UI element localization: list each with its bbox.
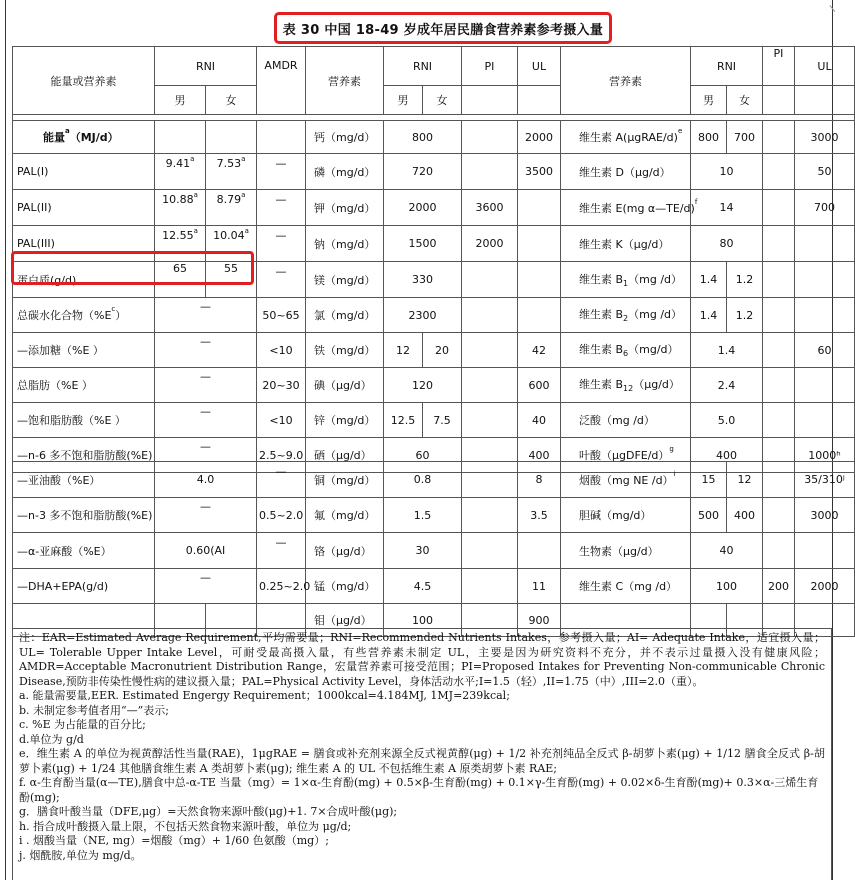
rni-male xyxy=(155,121,206,154)
vitamin-label: 维生素 $B_6(mg/d)$ xyxy=(561,333,691,368)
vitamin-label: 维生素 K（μg/d） xyxy=(561,226,691,262)
ul-value: 700 xyxy=(795,190,855,226)
rni-value: 40 xyxy=(691,533,763,569)
rni-value: 4.0 xyxy=(155,462,257,498)
ul-value: 3.5 xyxy=(518,498,561,533)
pi-value xyxy=(462,298,518,333)
pi-value xyxy=(462,154,518,190)
protein-row-highlight xyxy=(11,251,254,285)
row-label: —饱和脂肪酸（%E ） xyxy=(13,403,155,438)
row-label: PAL(III) xyxy=(13,226,155,262)
mineral-label: 氯（mg/d） xyxy=(306,298,384,333)
rni-value: 10 xyxy=(691,154,763,190)
amdr-value: — xyxy=(257,462,306,498)
table-row xyxy=(13,533,855,569)
mineral-label: 铁（mg/d） xyxy=(306,333,384,368)
ul-value: 42 xyxy=(518,333,561,368)
ul-value: 11 xyxy=(518,569,561,604)
rni-male: 9.41$^a$ xyxy=(155,154,206,190)
rni-value: 30 xyxy=(384,533,462,569)
vitamin-label: 维生素 $B_2(mg$ /d） xyxy=(561,298,691,333)
header-nutrient: 营养素 xyxy=(306,47,384,115)
pi-value xyxy=(763,190,795,226)
rni-value: 1.4 xyxy=(691,333,763,368)
header-pi: PI xyxy=(462,47,518,86)
rni-female: 1.2 xyxy=(727,262,763,298)
pi-value xyxy=(763,226,795,262)
mineral-label: 钙（mg/d） xyxy=(306,121,384,154)
rni-male: 15 xyxy=(691,462,727,498)
row-label: —n-6 多不饱和脂肪酸(%E) xyxy=(13,438,155,473)
note-b: b. 未制定参考值者用“—”表示; xyxy=(19,703,169,717)
vitamin-label: 胆碱（mg/d） xyxy=(561,498,691,533)
pi-value xyxy=(462,462,518,498)
rni-value: 0.60(AI xyxy=(155,533,257,569)
note-f: f. α-生育酚当量(α—TE),膳食中总-α-TE 当量（mg）= 1×α-生育酚(mg) + 0.5×β-生育酚(mg) + 0.1×γ-生育酚(mg) + 0.02×δ-生育酚(mg)+ 0.3×α-三烯生育酚(mg); xyxy=(19,776,819,804)
vitamin-label: 维生素 A(μgRAE/d)$^e$ xyxy=(561,121,691,154)
mineral-label: 磷（mg/d） xyxy=(306,154,384,190)
header-male: 男 xyxy=(691,86,727,115)
amdr-value xyxy=(257,121,306,154)
rni-value: 2000 xyxy=(384,190,462,226)
pi-value xyxy=(462,121,518,154)
pi-value xyxy=(763,498,795,533)
vitamin-label: 维生素 D（μg/d） xyxy=(561,154,691,190)
amdr-value: 0.5~2.0 xyxy=(257,498,306,533)
header-female: 女 xyxy=(206,86,257,115)
rni-value: 330 xyxy=(384,262,462,298)
vitamin-label: 烟酸（mg NE /d）$^i$ xyxy=(561,462,691,498)
pi-value xyxy=(763,333,795,368)
note-g: g．膳食叶酸当量（DFE,μg）=天然食物来源叶酸(μg)+1. 7×合成叶酸(μg); xyxy=(19,805,398,818)
ul-value xyxy=(795,226,855,262)
header-amdr: AMDR xyxy=(257,47,306,115)
table-row xyxy=(13,498,855,533)
ul-value: 8 xyxy=(518,462,561,498)
ul-value: 400 xyxy=(518,438,561,473)
ul-value: 40 xyxy=(518,403,561,438)
note-j: j. 烟酰胺,单位为 mg/d。 xyxy=(19,848,142,862)
ul-value: 600 xyxy=(518,368,561,403)
rni-male: 800 xyxy=(691,121,727,154)
vitamin-label: 维生素 C（mg /d） xyxy=(561,569,691,604)
amdr-value: 20~30 xyxy=(257,368,306,403)
header-ul: UL xyxy=(795,47,855,86)
pi-value xyxy=(462,333,518,368)
pi-value xyxy=(462,569,518,604)
ul-value: 50 xyxy=(795,154,855,190)
header-ul: UL xyxy=(518,47,561,86)
amdr-value: — xyxy=(257,226,306,262)
table-row xyxy=(13,368,855,403)
mineral-label: 钾（mg/d） xyxy=(306,190,384,226)
amdr-value: <10 xyxy=(257,403,306,438)
ul-value xyxy=(518,533,561,569)
mineral-label: 锌（mg/d） xyxy=(306,403,384,438)
header-pi: PI xyxy=(763,47,795,86)
pi-value xyxy=(462,533,518,569)
header-male: 男 xyxy=(155,86,206,115)
mineral-label: 锰（mg/d） xyxy=(306,569,384,604)
row-label: 蛋白质(g/d) xyxy=(13,262,155,298)
rni-value: 800 xyxy=(384,121,462,154)
amdr-value: — xyxy=(257,154,306,190)
row-label: 总碳水化合物$(\%E^c)$ xyxy=(13,298,155,333)
rni-value: 100 xyxy=(384,604,462,637)
rni-male: 65 xyxy=(155,262,206,298)
header-female: 女 xyxy=(423,86,462,115)
header-rni: RNI xyxy=(155,47,257,86)
table-row xyxy=(13,333,855,368)
ul-value: 3000 xyxy=(795,121,855,154)
amdr-value: — xyxy=(257,190,306,226)
ul-value xyxy=(518,262,561,298)
amdr-value: <10 xyxy=(257,333,306,368)
rni-female xyxy=(206,121,257,154)
table-title xyxy=(274,12,612,44)
rni-value: 4.5 xyxy=(384,569,462,604)
pi-value xyxy=(763,533,795,569)
rni-female: 12 xyxy=(727,462,763,498)
rni-male: 500 xyxy=(691,498,727,533)
ul-value xyxy=(518,298,561,333)
amdr-value: 2.5~9.0 xyxy=(257,438,306,473)
header-rni: RNI xyxy=(384,47,462,86)
rni-value: 720 xyxy=(384,154,462,190)
rni-value: 80 xyxy=(691,226,763,262)
pi-value xyxy=(763,368,795,403)
amdr-value: — xyxy=(257,533,306,569)
table-row xyxy=(13,121,855,154)
rni-value: 2.4 xyxy=(691,368,763,403)
rni-value: — xyxy=(155,333,257,368)
ul-value xyxy=(795,368,855,403)
table-row xyxy=(13,190,855,226)
table-title-text: 表 30 中国 18-49 岁成年居民膳食营养素参考摄入量 xyxy=(282,22,604,38)
rni-female: 10.04$^a$ xyxy=(206,226,257,262)
mineral-label: 钼（μg/d） xyxy=(306,604,384,637)
ul-value xyxy=(518,190,561,226)
rni-female: 1.2 xyxy=(727,298,763,333)
pi-value xyxy=(763,403,795,438)
pi-value xyxy=(763,154,795,190)
rni-value: 1500 xyxy=(384,226,462,262)
vitamin-label: 叶酸（μgDFE/d）$^g$ xyxy=(561,438,691,473)
pi-value: 3600 xyxy=(462,190,518,226)
rni-female: 400 xyxy=(727,498,763,533)
mineral-label: 氟（mg/d） xyxy=(306,498,384,533)
mineral-label: 铬（μg/d） xyxy=(306,533,384,569)
pi-value xyxy=(462,368,518,403)
note-h: h. 指合成叶酸摄入量上限，不包括天然食物来源叶酸，单位为 μg/d; xyxy=(19,819,352,833)
vitamin-label: 泛酸（mg /d） xyxy=(561,403,691,438)
rni-value: 60 xyxy=(384,438,462,473)
amdr-value: — xyxy=(257,262,306,298)
header-male: 男 xyxy=(384,86,423,115)
rni-male: 10.88$^a$ xyxy=(155,190,206,226)
pi-value xyxy=(763,262,795,298)
row-label: —DHA+EPA(g/d) xyxy=(13,569,155,604)
rni-value: — xyxy=(155,403,257,438)
vitamin-label: 维生素 E(mg α—TE/d)$^f$ xyxy=(561,190,691,226)
row-label: —n-3 多不饱和脂肪酸(%E) xyxy=(13,498,155,533)
rni-male: 12.5 xyxy=(384,403,423,438)
rni-male: 1.4 xyxy=(691,262,727,298)
ul-value: 2000 xyxy=(518,121,561,154)
rni-female: 7.53$^a$ xyxy=(206,154,257,190)
rni-value: 100 xyxy=(691,569,763,604)
mineral-label: 铜（mg/d） xyxy=(306,462,384,498)
ul-value: 35/310ʲ xyxy=(795,462,855,498)
rni-value: 2300 xyxy=(384,298,462,333)
rni-male: 12.55$^a$ xyxy=(155,226,206,262)
rni-value: 400 xyxy=(691,438,763,473)
mineral-label: 钠（mg/d） xyxy=(306,226,384,262)
pi-value xyxy=(462,262,518,298)
rni-female: 8.79$^a$ xyxy=(206,190,257,226)
row-label: PAL(I) xyxy=(13,154,155,190)
amdr-value: 0.25~2.0 xyxy=(257,569,306,604)
rni-value: 1.5 xyxy=(384,498,462,533)
ul-value xyxy=(518,226,561,262)
note-a: a. 能量需要量,EER. Estimated Engergy Requirement；1000kcal=4.184MJ, 1MJ=239kcal; xyxy=(19,689,510,702)
footnotes xyxy=(12,628,832,880)
amdr-value: 50~65 xyxy=(257,298,306,333)
rni-female: 20 xyxy=(423,333,462,368)
row-label: —添加糖（%E ） xyxy=(13,333,155,368)
pi-value xyxy=(763,298,795,333)
row-label: PAL(II) xyxy=(13,190,155,226)
pi-value: 2000 xyxy=(462,226,518,262)
ul-value: 3500 xyxy=(518,154,561,190)
ul-value: 900 xyxy=(518,604,561,637)
rni-value: 0.8 xyxy=(384,462,462,498)
ul-value: 1000ʰ xyxy=(795,438,855,473)
rni-value: — xyxy=(155,298,257,333)
rni-female: 700 xyxy=(727,121,763,154)
vitamin-label: 维生素 $B_{12}(\mu g/d)$ xyxy=(561,368,691,403)
mineral-label: 镁（mg/d） xyxy=(306,262,384,298)
rni-value: 120 xyxy=(384,368,462,403)
note-e: e．维生素 A 的单位为视黄醇活性当量(RAE)，1μgRAE = 膳食或补充剂来源全反式视黄醇(μg) + 1/2 补充剂纯品全反式 β-胡萝卜素(μg) + 1/12 膳食全反式 β-胡萝卜素(μg) + 1/24 其他膳食维生素 A 类胡萝卜素(μg); 维生素 A 的 UL 不包括维生素 A 原类胡萝卜素 RAE; xyxy=(19,747,825,775)
table-row xyxy=(13,403,855,438)
header-nutrient: 营养素 xyxy=(561,47,691,115)
rni-value: 14 xyxy=(691,190,763,226)
table-row xyxy=(13,154,855,190)
table-row xyxy=(13,298,855,333)
row-label: —亚油酸（%E） xyxy=(13,462,155,498)
note-intro: 注：EAR=Estimated Average Requirement,平均需要量；RNI=Recommended Nutrients Intakes，参考摄入量；AI= Adequate Intake，适宜摄入量；UL= Tolerable Upper Intake Level，可耐受最高摄入量，有些营养素未制定 UL，主要是因为研究资料不充分，并不表示过量摄入没有健康风险；AMDR=Acceptable Macronutrient Distribution Range，宏量营养素可接受范围；PI=Proposed Intakes for Preventing Non-communicable Chronic Disease,预防非传染性慢性病的建议摄入量；PAL=Physical Activity Level，身体活动水平;I=1.5（轻）,II=1.75（中）,III=2.0（重）。 xyxy=(19,631,825,688)
row-label: 总脂肪（%E ） xyxy=(13,368,155,403)
table-row xyxy=(13,569,855,604)
note-c: c. %E 为占能量的百分比; xyxy=(19,718,146,731)
nutrient-table-lower xyxy=(12,461,855,637)
ul-value xyxy=(795,298,855,333)
rni-value: — xyxy=(155,438,257,473)
row-label: 能量$^a$（MJ/d） xyxy=(13,121,155,154)
mineral-label: 硒（μg/d） xyxy=(306,438,384,473)
ul-value: 3000 xyxy=(795,498,855,533)
vitamin-label: 维生素 $B_1(mg$ /d） xyxy=(561,262,691,298)
rni-value: — xyxy=(155,368,257,403)
rni-female: 7.5 xyxy=(423,403,462,438)
ul-value: 60 xyxy=(795,333,855,368)
rni-male: 12 xyxy=(384,333,423,368)
rni-value: — xyxy=(155,569,257,604)
pi-value xyxy=(462,498,518,533)
header-rni: RNI xyxy=(691,47,763,86)
rni-female: 55 xyxy=(206,262,257,298)
rni-value: 5.0 xyxy=(691,403,763,438)
pi-value xyxy=(763,462,795,498)
pi-value: 200 xyxy=(763,569,795,604)
note-i: i . 烟酸当量（NE, mg）=烟酸（mg）+ 1/60 色氨酸（mg）; xyxy=(19,834,329,847)
pi-value xyxy=(462,403,518,438)
header-energy-nutrient: 能量或营养素 xyxy=(13,47,155,115)
vitamin-label: 生物素（μg/d） xyxy=(561,533,691,569)
header-female: 女 xyxy=(727,86,763,115)
note-d: d.单位为 g/d xyxy=(19,732,84,746)
mineral-label: 碘（μg/d） xyxy=(306,368,384,403)
row-label: —α-亚麻酸（%E） xyxy=(13,533,155,569)
ul-value xyxy=(795,403,855,438)
rni-male: 1.4 xyxy=(691,298,727,333)
table-row xyxy=(13,462,855,498)
pi-value xyxy=(763,121,795,154)
ul-value xyxy=(795,262,855,298)
rni-value: — xyxy=(155,498,257,533)
ul-value: 2000 xyxy=(795,569,855,604)
ul-value xyxy=(795,533,855,569)
